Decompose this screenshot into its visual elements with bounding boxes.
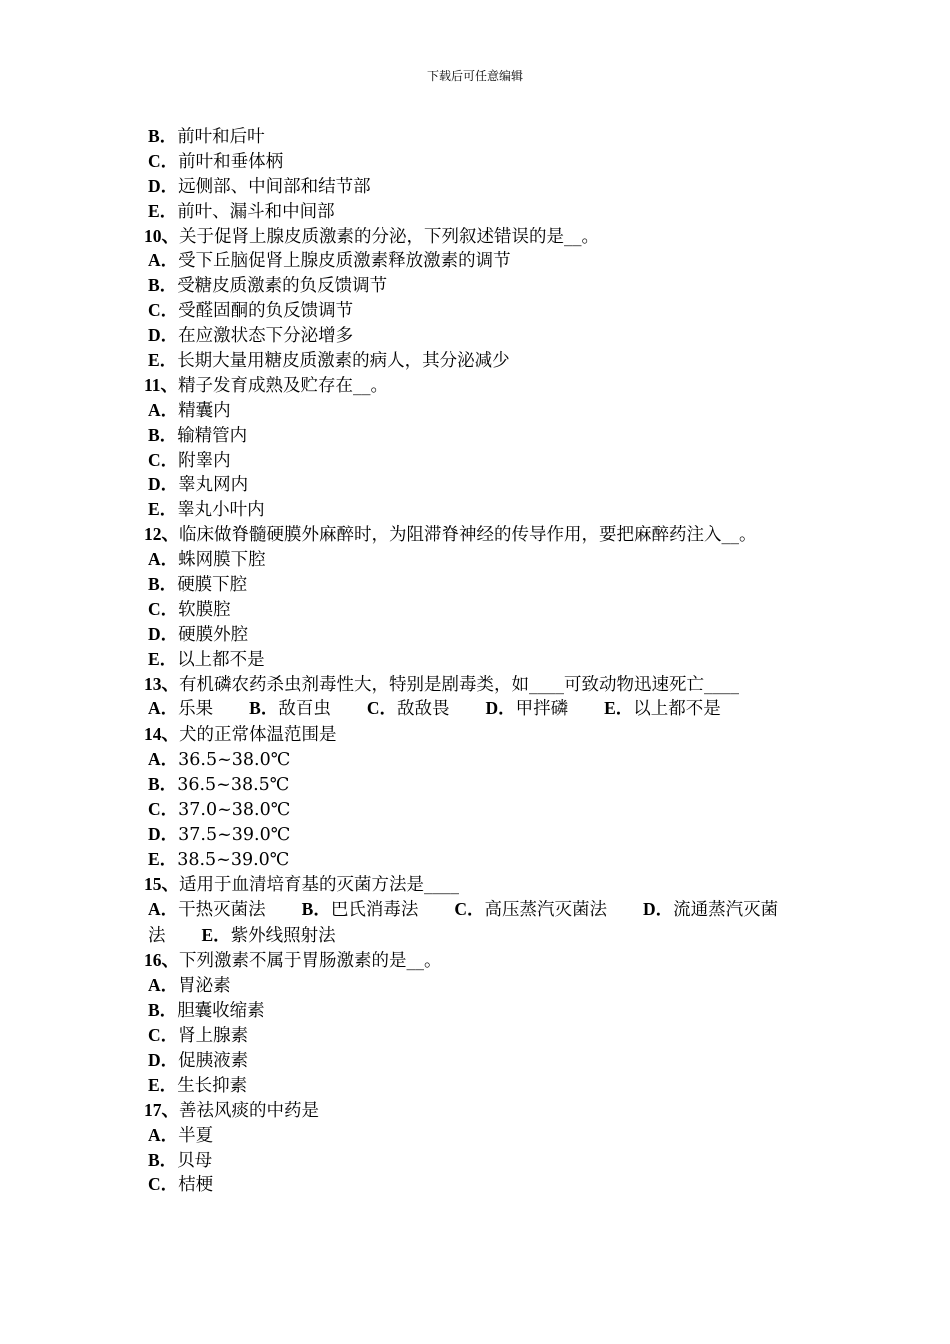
document-body [144,124,812,1197]
option-letter: D． [148,325,179,346]
answer-option [144,149,812,174]
answer-option [144,973,812,998]
answer-option [144,423,812,448]
answer-option [144,323,812,348]
option-text: 精囊内 [178,400,231,421]
option-letter: D． [148,623,179,644]
option-text: 干热灭菌法 [178,899,266,920]
option-text: 巴氏消毒法 [330,899,419,920]
option-text: 乐果 [178,699,214,720]
option-text: 附睾内 [178,450,231,471]
question-text: 临床做脊髓硬膜外麻醉时，为阻滞脊神经的传导作用，要把麻醉药注入__。 [179,525,757,546]
option-letter: A． [148,698,179,719]
option-letter: B． [148,126,178,146]
answer-option [144,597,812,622]
answer-option [144,174,812,199]
question-line [144,224,812,249]
option-letter: A． [148,749,179,770]
question-line [144,522,812,547]
question-number: 11、 [144,374,179,395]
option-text: 硬膜下腔 [177,575,248,596]
option-text: 蛛网膜下腔 [178,550,266,571]
question-number: 17、 [144,1099,179,1120]
option-text: 37.5~39.0℃ [178,824,291,845]
option-letter: C． [148,799,179,820]
option-letter: E． [148,1074,178,1095]
option-text: 37.0~38.0℃ [178,800,291,821]
question-text: 精子发育成熟及贮存在__。 [178,375,389,396]
question-text: 关于促肾上腺皮质激素的分泌，下列叙述错误的是__。 [179,226,599,247]
answer-option [144,647,812,672]
question-number: 13、 [144,673,179,694]
answer-option [144,772,812,797]
option-letter: C． [148,300,179,321]
option-text: 38.5~39.0℃ [177,849,290,870]
option-letter: C． [148,150,179,171]
question-line [144,948,812,973]
answer-option [144,547,812,572]
option-letter: D． [148,1050,179,1070]
question-number: 10、 [144,225,179,246]
option-text: 以上都不是 [633,699,721,720]
option-text: 流通蒸汽灭菌法 [148,899,779,946]
option-letter: E． [201,924,231,945]
option-text: 以上都不是 [177,649,265,670]
question-number: 16、 [144,950,179,971]
option-text: 贝母 [177,1150,213,1171]
option-text: 36.5~38.5℃ [177,775,290,796]
option-text: 输精管内 [177,425,248,446]
option-text: 促胰液素 [178,1051,249,1071]
option-letter: B． [148,574,178,595]
option-letter: B． [148,1149,178,1170]
answer-option [144,847,812,872]
option-letter: C． [454,898,485,919]
option-text: 肾上腺素 [178,1026,249,1047]
question-line [144,373,812,398]
answer-option [144,248,812,273]
option-text: 受糖皮质激素的负反馈调节 [177,276,388,297]
option-letter: C． [148,449,179,470]
option-text: 受下丘脑促肾上腺皮质激素释放激素的调节 [178,251,511,272]
option-letter: C． [148,1025,179,1046]
answer-option [144,298,812,323]
answer-option [144,124,812,149]
question-text: 适用于血清培育基的灭菌方法是____ [179,874,459,895]
answer-option [144,273,812,298]
option-letter: E． [148,350,178,371]
option-text: 前叶和后叶 [177,127,265,147]
answer-option [485,699,568,719]
option-text: 甲拌磷 [515,699,569,720]
option-letter: A． [148,975,179,996]
option-letter: C． [148,598,179,619]
answer-option [144,822,812,847]
option-text: 前叶和垂体柄 [178,151,284,172]
answer-option [144,622,812,647]
option-text: 生长抑素 [177,1075,248,1096]
inline-options [144,696,812,722]
option-text: 受醛固酮的负反馈调节 [178,301,354,322]
option-text: 睾丸小叶内 [177,500,265,521]
answer-option [144,797,812,822]
option-letter: E． [148,200,178,221]
option-letter: E． [604,698,634,719]
option-text: 远侧部、中间部和结节部 [178,176,371,197]
question-number: 15、 [144,873,179,894]
answer-option [144,398,812,423]
option-letter: A． [148,549,179,570]
answer-option [249,699,331,719]
answer-option [302,900,419,920]
answer-option [367,699,450,719]
option-letter: B． [301,898,331,919]
option-letter: B． [148,1000,178,1021]
question-text: 有机磷农药杀虫剂毒性大，特别是剧毒类，如____可致动物迅速死亡____ [179,674,739,695]
option-letter: B． [148,275,178,296]
page-header: 下载后可任意编辑 [426,69,523,83]
option-text: 敌百虫 [278,699,331,720]
answer-option [144,448,812,473]
question-text: 犬的正常体温范围是 [179,725,337,746]
answer-option [144,1172,812,1197]
question-text: 善祛风痰的中药是 [179,1100,319,1121]
option-text: 软膜腔 [178,599,231,620]
answer-option [144,348,812,373]
answer-option [604,699,721,719]
answer-option [144,998,812,1023]
question-line [144,672,812,697]
question-line [144,1098,812,1123]
question-text: 下列激素不属于胃肠激素的是__。 [179,951,442,972]
option-text: 桔梗 [178,1175,214,1196]
option-letter: E． [148,499,178,520]
option-letter: B． [148,424,178,445]
option-letter: A． [148,1124,179,1145]
option-text: 长期大量用糖皮质激素的病人，其分泌减少 [177,351,510,372]
question-number: 14、 [144,724,179,745]
option-text: 胆囊收缩素 [177,1001,265,1022]
option-letter: D． [148,175,179,196]
option-text: 在应激状态下分泌增多 [178,326,354,347]
inline-options [144,897,812,949]
answer-option [454,900,607,920]
question-line [144,872,812,897]
answer-option [144,199,812,224]
answer-option [144,497,812,522]
option-letter: A． [148,250,179,271]
answer-option [144,1023,812,1048]
option-text: 硬膜外腔 [178,624,249,645]
option-letter: D． [148,823,179,844]
answer-option [202,926,336,946]
answer-option [144,1148,812,1173]
option-letter: D． [148,474,179,495]
option-letter: C． [366,698,397,719]
option-letter: E． [148,648,178,669]
option-letter: D． [642,898,674,919]
answer-option [148,699,213,719]
option-letter: A． [148,898,179,919]
answer-option [144,472,812,497]
answer-option [144,747,812,772]
answer-option [144,1073,812,1098]
option-text: 睾丸网内 [178,475,249,496]
option-text: 半夏 [178,1125,214,1146]
question-number: 12、 [144,524,179,545]
option-letter: C． [148,1174,179,1195]
answer-option [144,1048,812,1073]
option-text: 紫外线照射法 [230,925,336,946]
option-text: 36.5~38.0℃ [178,750,291,771]
question-line [144,722,812,747]
option-text: 前叶、漏斗和中间部 [177,201,335,222]
option-letter: A． [148,399,179,420]
option-text: 敌敌畏 [396,699,450,720]
answer-option [144,1123,812,1148]
option-letter: E． [148,848,178,869]
answer-option [148,900,266,920]
option-text: 高压蒸汽灭菌法 [484,899,607,920]
option-text: 胃泌素 [178,976,231,997]
option-letter: B． [148,774,178,795]
option-letter: B． [249,698,279,719]
option-letter: D． [485,698,516,719]
answer-option [144,572,812,597]
